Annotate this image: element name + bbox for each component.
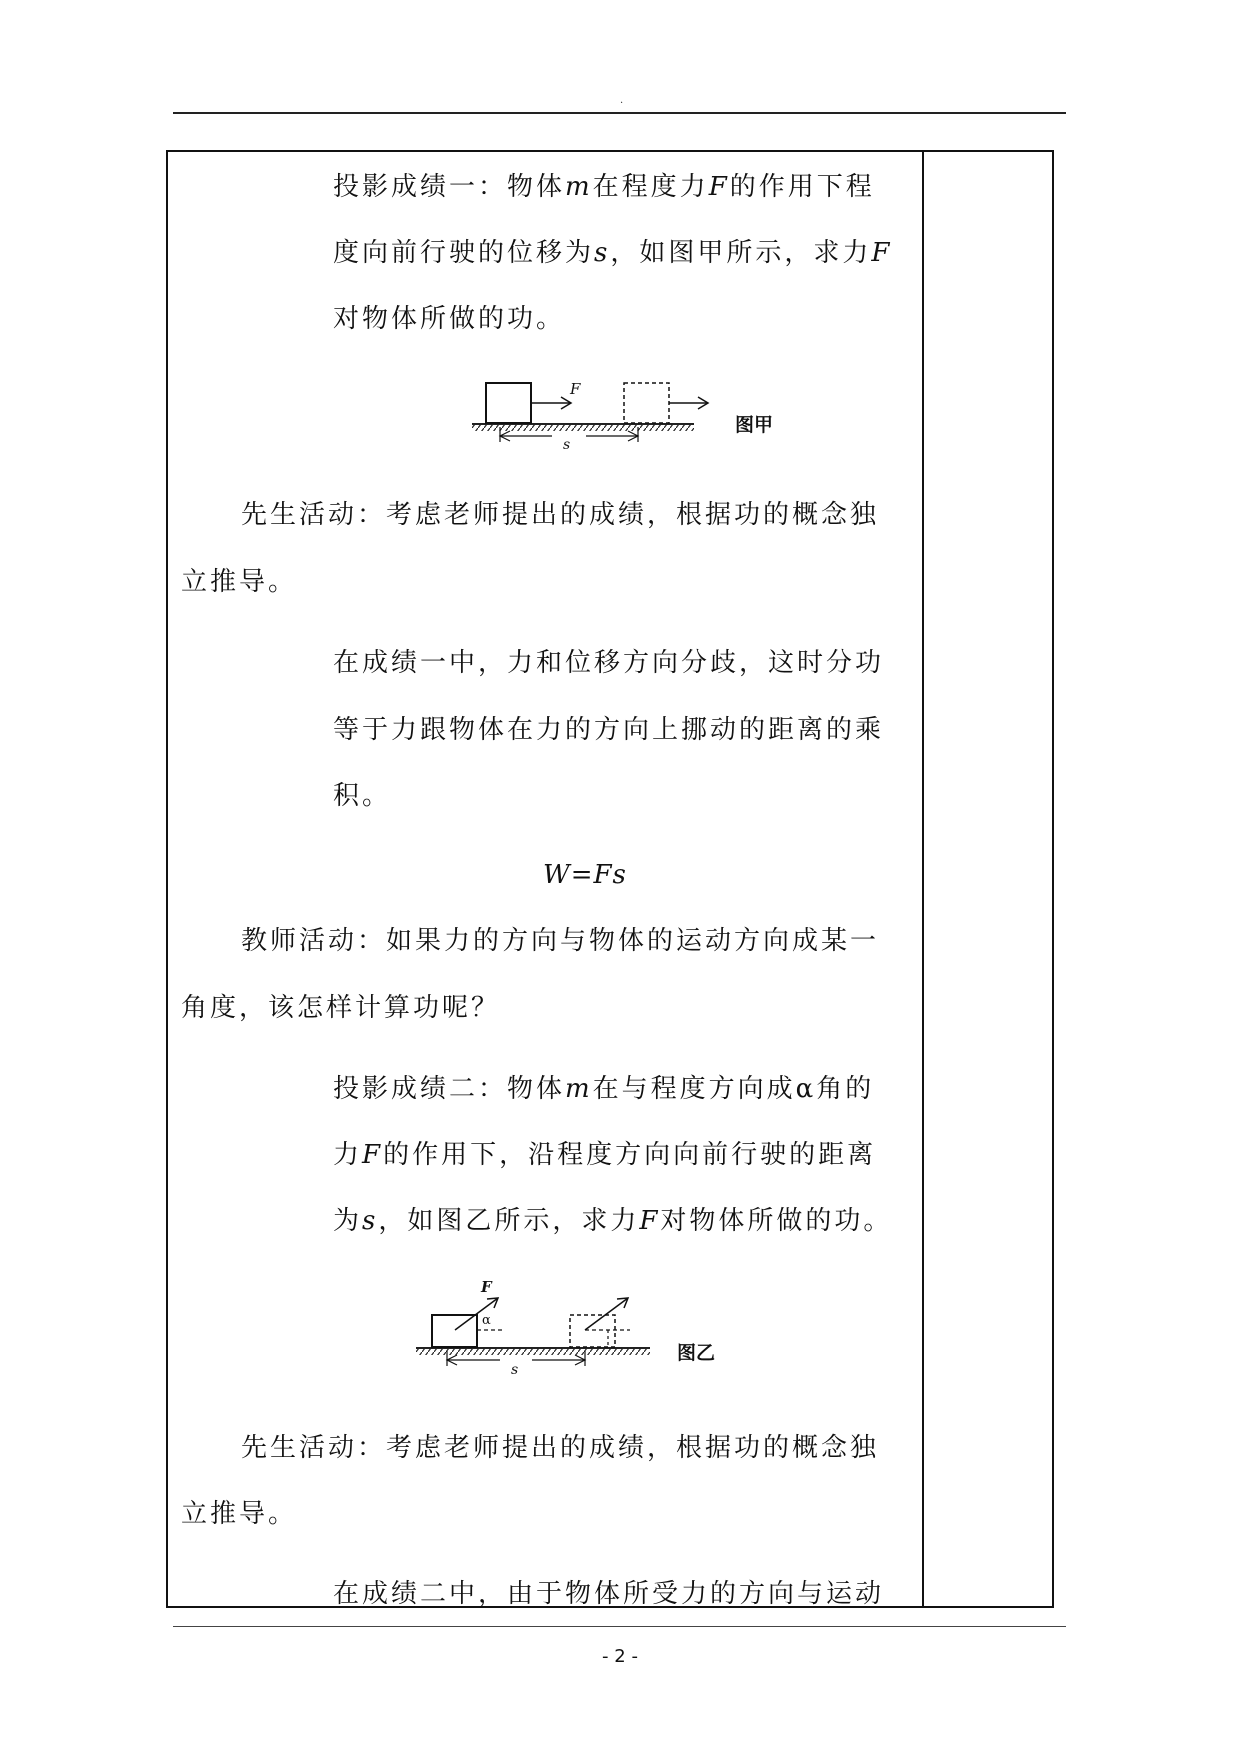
formula: W=Fs bbox=[543, 860, 627, 890]
force-label: F bbox=[481, 1280, 492, 1296]
student-activity-1-line1: 先生活动：考虑老师提出的成绩，根据功的概念独 bbox=[241, 500, 880, 530]
figure-2-label: 图乙 bbox=[677, 1342, 716, 1364]
figure-1-diagram bbox=[460, 372, 720, 452]
figure-1-label: 图甲 bbox=[735, 414, 774, 436]
problem2-line1: 投影成绩二：物体m在与程度方向成α角的 bbox=[333, 1074, 875, 1104]
angle-label: α bbox=[482, 1313, 491, 1328]
footer-rule bbox=[173, 1626, 1066, 1627]
block-initial bbox=[486, 383, 531, 423]
header-mark: . bbox=[620, 95, 624, 106]
teacher-activity-line1: 教师活动：如果力的方向与物体的运动方向成某一 bbox=[241, 926, 880, 956]
analysis-1-line3: 积。 bbox=[333, 781, 392, 811]
force-arrow-final bbox=[585, 1298, 628, 1330]
figure-2-diagram bbox=[410, 1280, 660, 1380]
analysis-1-line2: 等于力跟物体在力的方向上挪动的距离的乘 bbox=[333, 715, 885, 745]
header-rule bbox=[173, 112, 1066, 114]
ground-hatch bbox=[472, 424, 694, 431]
analysis-1-line1: 在成绩一中，力和位移方向分歧，这时分功 bbox=[333, 648, 885, 678]
analysis-2-line1: 在成绩二中，由于物体所受力的方向与运动 bbox=[333, 1579, 885, 1609]
teacher-activity-line2: 角度，该怎样计算功呢？ bbox=[181, 993, 501, 1023]
problem1-line2: 度向前行驶的位移为s，如图甲所示，求力F bbox=[333, 238, 893, 268]
disp-label: s bbox=[511, 1362, 519, 1378]
block-final bbox=[624, 383, 669, 423]
problem1-line3: 对物体所做的功。 bbox=[333, 304, 566, 334]
force-label: F bbox=[570, 380, 581, 398]
problem2-line3: 为s，如图乙所示，求力F对物体所做的功。 bbox=[333, 1206, 893, 1236]
block-initial bbox=[432, 1315, 477, 1347]
disp-label: s bbox=[563, 437, 571, 452]
problem1-line1: 投影成绩一：物体m在程度力F的作用下程 bbox=[333, 172, 875, 202]
page-number: - 2 - bbox=[602, 1646, 638, 1667]
student-activity-1-line2: 立推导。 bbox=[181, 567, 298, 597]
student-activity-2-line2: 立推导。 bbox=[181, 1499, 298, 1529]
student-activity-2-line1: 先生活动：考虑老师提出的成绩，根据功的概念独 bbox=[241, 1433, 880, 1463]
problem2-line2: 力F的作用下，沿程度方向向前行驶的距离 bbox=[333, 1140, 877, 1170]
ground-hatch bbox=[416, 1348, 650, 1355]
table-column-divider bbox=[922, 150, 924, 1608]
